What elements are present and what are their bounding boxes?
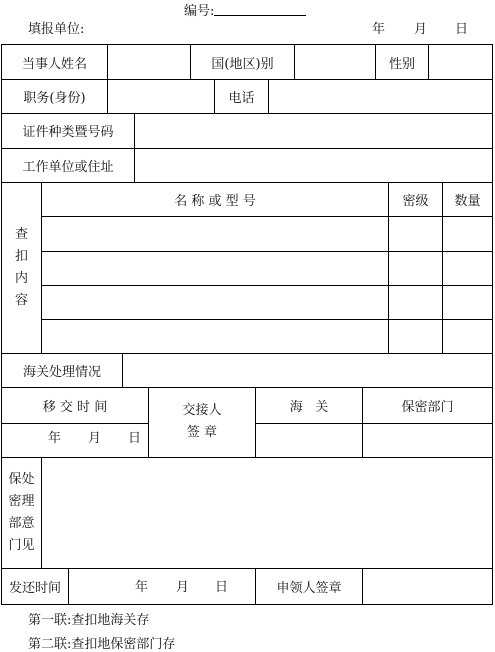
name-or-model-header: 名 称 或 型 号 bbox=[174, 193, 256, 209]
party-name-field[interactable] bbox=[108, 45, 190, 79]
transfer-month: 月 bbox=[88, 431, 102, 446]
position-label: 职务(身份) bbox=[23, 90, 86, 106]
security-dept-label: 保密部门 bbox=[401, 399, 454, 415]
col-divider bbox=[68, 568, 69, 604]
security-dept-sign-field[interactable] bbox=[363, 424, 492, 457]
header-day: 日 bbox=[455, 22, 469, 37]
security-opinion-label bbox=[2, 457, 41, 568]
label-char: 查 bbox=[14, 226, 28, 242]
label-char: 内 bbox=[14, 270, 28, 286]
return-month: 月 bbox=[176, 580, 190, 595]
form-number-label bbox=[184, 3, 306, 18]
claimant-sign-label: 申领人签章 bbox=[276, 580, 342, 596]
work-unit-address-field[interactable] bbox=[135, 148, 492, 182]
seized-item-name-field[interactable] bbox=[42, 217, 388, 251]
transfer-time-label: 移 交 时 间 bbox=[42, 399, 108, 415]
footer-copy-1: 第一联:查扣地海关存 bbox=[28, 613, 150, 628]
seized-item-quantity-field[interactable] bbox=[443, 252, 492, 285]
customs-handling-label: 海关处理情况 bbox=[22, 364, 101, 380]
seized-item-classification-field[interactable] bbox=[389, 320, 442, 353]
phone-label: 电话 bbox=[228, 90, 255, 106]
header-year: 年 bbox=[372, 22, 386, 37]
label-char: 门见 bbox=[8, 537, 35, 553]
security-opinion-field[interactable] bbox=[42, 458, 492, 568]
quantity-header: 数量 bbox=[454, 193, 481, 209]
form-number-field[interactable] bbox=[214, 3, 306, 16]
transfer-day: 日 bbox=[128, 431, 142, 446]
label-char: 部意 bbox=[8, 515, 35, 531]
label-char: 扣 bbox=[14, 248, 28, 264]
classification-header: 密级 bbox=[402, 193, 429, 209]
nationality-label: 国(地区)别 bbox=[211, 56, 274, 72]
id-type-number-field[interactable] bbox=[135, 113, 492, 148]
header-month: 月 bbox=[414, 22, 428, 37]
seized-item-quantity-field[interactable] bbox=[443, 320, 492, 353]
nationality-field[interactable] bbox=[295, 45, 375, 79]
seized-item-quantity-field[interactable] bbox=[443, 217, 492, 251]
phone-field[interactable] bbox=[269, 79, 492, 113]
work-unit-address-label: 工作单位或住址 bbox=[22, 159, 114, 175]
reporting-unit-label: 填报单位: bbox=[28, 22, 85, 37]
id-type-number-label: 证件种类暨号码 bbox=[22, 125, 114, 140]
transfer-year: 年 bbox=[48, 431, 62, 446]
seized-item-classification-field[interactable] bbox=[389, 286, 442, 319]
return-day: 日 bbox=[215, 580, 229, 595]
customs-label: 海 关 bbox=[289, 399, 329, 415]
position-field[interactable] bbox=[108, 79, 214, 113]
customs-handling-field[interactable] bbox=[123, 353, 492, 387]
gender-field[interactable] bbox=[429, 45, 492, 79]
number-label-text: 编号: bbox=[184, 4, 215, 19]
footer-copy-2: 第二联:查扣地保密部门存 bbox=[28, 637, 176, 652]
label-char: 保处 bbox=[8, 471, 35, 487]
row-divider bbox=[2, 423, 148, 424]
seized-contents-label bbox=[2, 182, 41, 353]
party-name-label: 当事人姓名 bbox=[21, 56, 87, 72]
seized-item-classification-field[interactable] bbox=[389, 252, 442, 285]
return-time-label: 发还时间 bbox=[8, 580, 61, 596]
seized-item-classification-field[interactable] bbox=[389, 217, 442, 251]
seized-item-name-field[interactable] bbox=[42, 286, 388, 319]
label-char: 密理 bbox=[8, 493, 35, 509]
claimant-sign-field[interactable] bbox=[363, 568, 492, 604]
label-char: 容 bbox=[14, 292, 28, 308]
gender-label: 性别 bbox=[388, 56, 415, 72]
seized-item-quantity-field[interactable] bbox=[443, 286, 492, 319]
return-year: 年 bbox=[135, 580, 149, 595]
handover-sign-label bbox=[149, 387, 255, 457]
customs-sign-field[interactable] bbox=[256, 424, 362, 457]
handover-sign-line2: 签 章 bbox=[186, 425, 218, 440]
handover-sign-line1: 交接人 bbox=[182, 403, 222, 418]
seized-item-name-field[interactable] bbox=[42, 320, 388, 353]
seized-item-name-field[interactable] bbox=[42, 252, 388, 285]
